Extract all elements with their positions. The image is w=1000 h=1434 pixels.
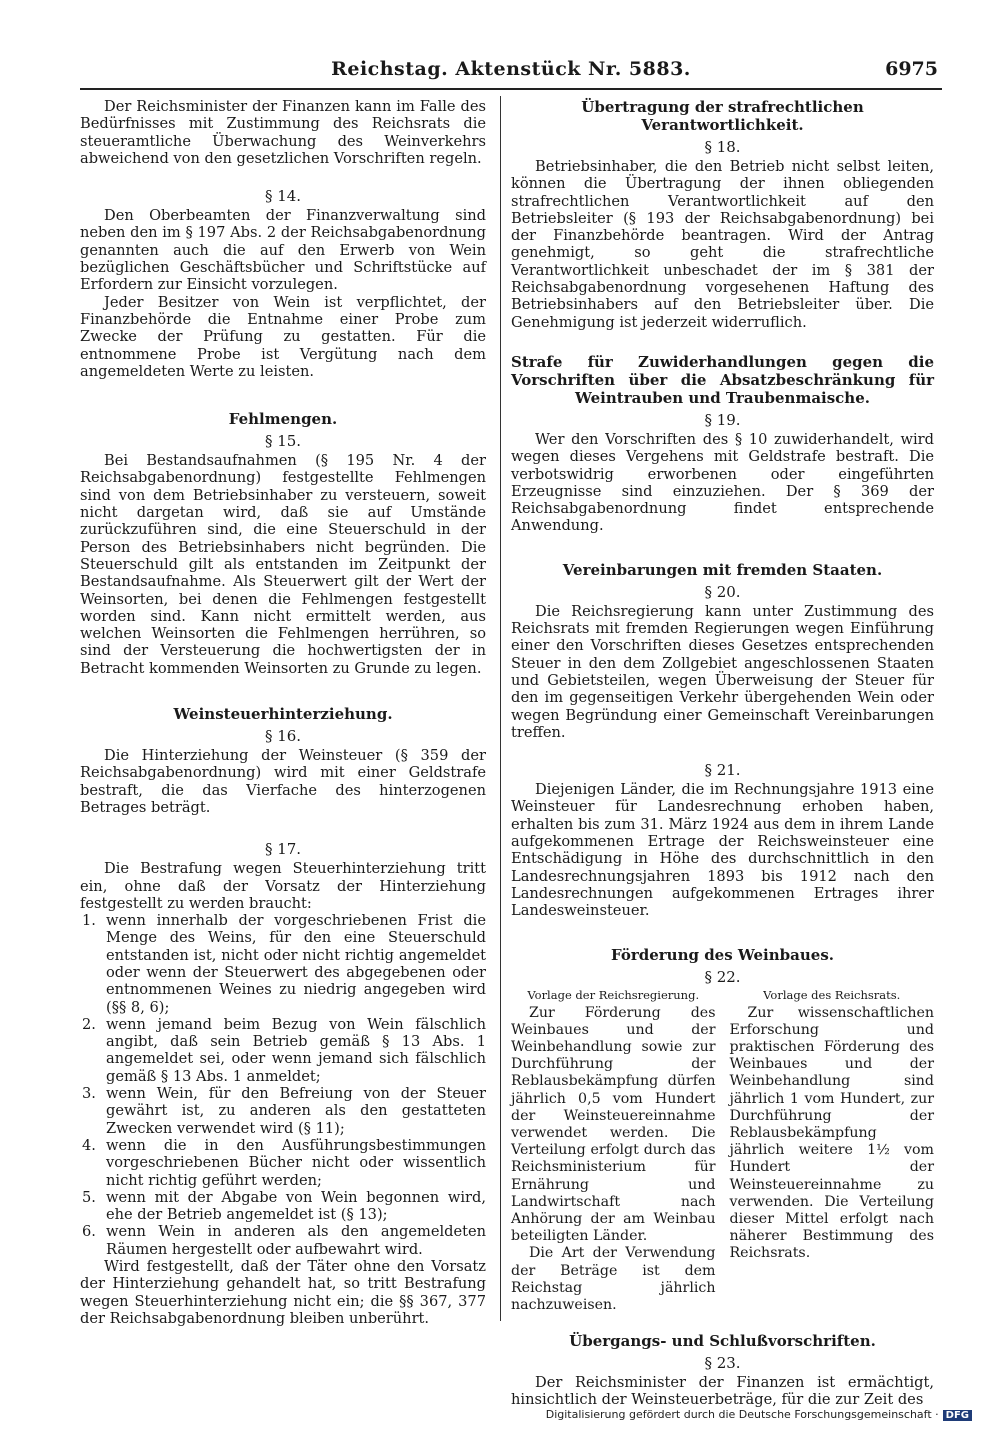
- variant-paragraph: Zur Förderung des Weinbaues und der Weinbehandlung sowie zur Durchführung der Reblausbekämpfung dürfen jährlich 0,5 vom Hundert der Weinsteuereinnahme verwendet werden. Die Verteilung erfolgt durch das Reichsministerium für Ernährung und Landwirtschaft nach Anhörung der am Weinbau beteiligten Länder.: [511, 1004, 716, 1245]
- list-item: [80, 1189, 486, 1224]
- list-item: [80, 1137, 486, 1189]
- section-19-label: § 19.: [704, 410, 741, 429]
- section-22-label: § 22.: [704, 967, 741, 986]
- list-item-number: 1.: [82, 912, 96, 930]
- section-14-label: § 14.: [264, 187, 302, 206]
- section-18-label: § 18.: [704, 138, 741, 156]
- section-22-variants: [511, 988, 934, 1315]
- left-column: [80, 98, 486, 1327]
- heading-uebertragung: Übertragung der strafrechtlichen Verantwortlichkeit.: [581, 98, 864, 134]
- section-16-paragraph: Die Hinterziehung der Weinsteuer (§ 359 der Reichsabgabenordnung) wird mit einer Geldstrafe bestraft, die das Vierfache des hinterzogenen Betrages beträgt.: [80, 747, 486, 816]
- section-21-label: § 21.: [704, 761, 741, 780]
- heading-vereinbarungen: Vereinbarungen mit fremden Staaten.: [562, 560, 883, 579]
- list-item-number: 5.: [82, 1188, 96, 1206]
- digitization-footer: [546, 1408, 972, 1421]
- list-item-text: wenn mit der Abgabe von Wein begonnen wird, ehe der Betrieb angemeldet ist (§ 13);: [106, 1188, 486, 1224]
- intro-paragraph: Der Reichsminister der Finanzen kann im Falle des Bedürfnisses mit Zustimmung des Reichsrats die steueramtliche Überwachung des Weinverkehrs abweichend von den gesetzlichen Vorschriften regeln.: [80, 98, 486, 167]
- section-15-label: § 15.: [264, 432, 302, 451]
- page-header: [80, 56, 942, 90]
- footer-text: Digitalisierung gefördert durch die Deutsche Forschungsgemeinschaft ·: [545, 1408, 939, 1421]
- section-18-paragraph: Betriebsinhaber, die den Betrieb nicht selbst leiten, können die Übertragung der ihnen obliegenden strafrechtlichen Verantwortlichkeit auf den Betriebsleiter (§ 193 der Reichsabgabenordnung) bei der Finanzbehörde beantragen. Wird der Antrag genehmigt, so geht die strafrechtliche Verantwortlichkeit unbeschadet der im § 381 der Reichsabgabenordnung vorgesehenen Haftung des Betriebsinhabers auf den Betriebsleiter über. Die Genehmigung ist jederzeit widerruflich.: [511, 158, 934, 331]
- page-number: 6975: [885, 58, 938, 80]
- list-item: [80, 1223, 486, 1258]
- list-item: [80, 1085, 486, 1137]
- heading-strafe: Strafe für Zuwiderhandlungen gegen die Vorschriften über die Absatzbeschränkung für Weintrauben und Traubenmaische.: [511, 352, 934, 407]
- variant-heading: Vorlage der Reichsregierung.: [527, 987, 700, 1002]
- list-item-text: wenn die in den Ausführungsbestimmungen vorgeschriebenen Bücher nicht oder wissentlich nicht richtig geführt werden;: [106, 1136, 486, 1189]
- running-title: Reichstag. Aktenstück Nr. 5883.: [331, 58, 691, 80]
- list-item-text: wenn Wein in anderen als den angemeldeten Räumen hergestellt oder aufbewahrt wird.: [106, 1223, 486, 1258]
- heading-weinsteuerhinterziehung: Weinsteuerhinterziehung.: [173, 705, 393, 724]
- heading-fehlmengen: Fehlmengen.: [228, 410, 338, 429]
- right-column: [511, 98, 934, 1409]
- list-item: [80, 912, 486, 1016]
- variant-heading: Vorlage des Reichsrats.: [763, 987, 901, 1002]
- column-divider: [500, 96, 501, 1321]
- section-19-paragraph: Wer den Vorschriften des § 10 zuwiderhandelt, wird wegen dieses Vergehens mit Geldstrafe bestraft. Die verbotswidrig erworbenen oder eingeführten Erzeugnisse sind einzuziehen. Der § 369 der Reichsabgabenordnung findet entsprechende Anwendung.: [511, 430, 934, 535]
- variant-paragraph: Die Art der Verwendung der Beträge ist dem Reichstag jährlich nachzuweisen.: [511, 1245, 716, 1313]
- section-16-label: § 16.: [264, 727, 302, 746]
- list-item-number: 6.: [82, 1223, 96, 1241]
- list-item: [80, 1016, 486, 1085]
- section-20-paragraph: Die Reichsregierung kann unter Zustimmung des Reichsrats mit fremden Regierungen wegen Einführung einer den Vorschriften dieses Gesetzes entsprechenden Steuer in den dem Zollgebiet angeschlossenen Staaten und Gebietsteilen, wegen Überweisung der Steuer für den im gegenseitigen Verkehr übergehenden Wein oder wegen Begründung einer Gemeinschaft Vereinbarungen treffen.: [511, 602, 934, 741]
- heading-schlussvorschriften: Übergangs- und Schlußvorschriften.: [569, 1332, 876, 1351]
- list-item-number: 2.: [82, 1015, 96, 1033]
- list-item-number: 3.: [82, 1085, 96, 1103]
- section-17-label: § 17.: [264, 840, 302, 859]
- section-17-paragraph: Die Bestrafung wegen Steuerhinterziehung tritt ein, ohne daß der Vorsatz der Hinterziehung festgestellt zu werden braucht:: [80, 860, 486, 912]
- section-23-label: § 23.: [704, 1354, 741, 1373]
- section-14-paragraph-1: Den Oberbeamten der Finanzverwaltung sind neben den im § 197 Abs. 2 der Reichsabgabenordnung genannten auch die auf den Erwerb von Wein bezüglichen Geschäftsbücher und Schriftstücke auf Erfordern zur Einsicht vorzulegen.: [80, 207, 486, 294]
- list-item-text: wenn jemand beim Bezug von Wein fälschlich angibt, daß sein Betrieb gemäß § 13 Abs. 1 angemeldet sei, oder wenn jemand sich fälschlich gemäß § 13 Abs. 1 anmeldet;: [106, 1015, 486, 1085]
- section-17-closing: Wird festgestellt, daß der Täter ohne den Vorsatz der Hinterziehung gehandelt hat, so tritt Bestrafung wegen Steuerhinterziehung nicht ein; die §§ 367, 377 der Reichsabgabenordnung bleiben unberührt.: [80, 1258, 486, 1327]
- section-15-paragraph: Bei Bestandsaufnahmen (§ 195 Nr. 4 der Reichsabgabenordnung) festgestellte Fehlmengen sind von dem Betriebsinhaber zu versteuern, soweit nicht dargetan wird, daß sie auf Umstände zurückzuführen sind, die eine Steuerschuld in der Person des Betriebsinhabers nicht begründen. Die Steuerschuld gilt als entstanden im Zeitpunkt der Bestandsaufnahme. Als Steuerwert gilt der Wert der Weinsorten, bei denen die Fehlmengen festgestellt worden sind. Kann nicht ermittelt werden, aus welchen Weinsorten die Fehlmengen herrühren, so sind der Versteuerung die hochwertigsten der in Betracht kommenden Weinsorten zu Grunde zu legen.: [80, 452, 486, 677]
- list-item-text: wenn innerhalb der vorgeschriebenen Frist die Menge des Weins, für den eine Steuerschuld entstanden ist, nicht oder nicht richtig angemeldet oder wenn der Steuerwert des abgegebenen oder entnommenen Weines zu niedrig angegeben wird (§§ 8, 6);: [106, 912, 486, 1016]
- section-17-list: [80, 912, 486, 1258]
- section-20-label: § 20.: [704, 582, 741, 601]
- section-14-paragraph-2: Jeder Besitzer von Wein ist verpflichtet, der Finanzbehörde die Entnahme einer Probe zum Zwecke der Prüfung zu gestatten. Für die entnommene Probe ist Vergütung nach dem angemeldeten Werte zu leisten.: [80, 293, 486, 380]
- variant-paragraph: Zur wissenschaftlichen Erforschung und praktischen Förderung des Weinbaues und der Weinbehandlung sind jährlich 1 vom Hundert, zur Durchführung der Reblausbekämpfung jährlich weitere 1½ vom Hundert der Weinsteuereinnahme zu verwenden. Die Verteilung dieser Mittel erfolgt nach näherer Bestimmung des Reichsrats.: [729, 1004, 934, 1262]
- list-item-text: wenn Wein, für den Befreiung von der Steuer gewährt ist, zu anderen als den gestatteten Zwecken verwendet wird (§ 11);: [106, 1085, 486, 1137]
- section-23-paragraph: Der Reichsminister der Finanzen ist ermächtigt, hinsichtlich der Weinsteuerbeträge, für die zur Zeit des: [511, 1374, 934, 1409]
- heading-foerderung: Förderung des Weinbaues.: [611, 945, 834, 964]
- section-21-paragraph: Diejenigen Länder, die im Rechnungsjahre 1913 eine Weinsteuer für Landesrechnung erhoben haben, erhalten bis zum 31. März 1924 aus dem in ihrem Lande aufgekommenen Ertrage der Reichsweinsteuer eine Entschädigung in Höhe des durchschnittlich in den Landesrechnungsjahren 1893 bis 1912 nach den Landesrechnungen aufgekommenen Ertrages ihrer Landesweinsteuer.: [511, 781, 934, 920]
- variant-reichsrat: [730, 988, 935, 1315]
- list-item-number: 4.: [82, 1136, 96, 1154]
- variant-reichsregierung: [511, 988, 716, 1315]
- dfg-logo: DFG: [943, 1410, 972, 1421]
